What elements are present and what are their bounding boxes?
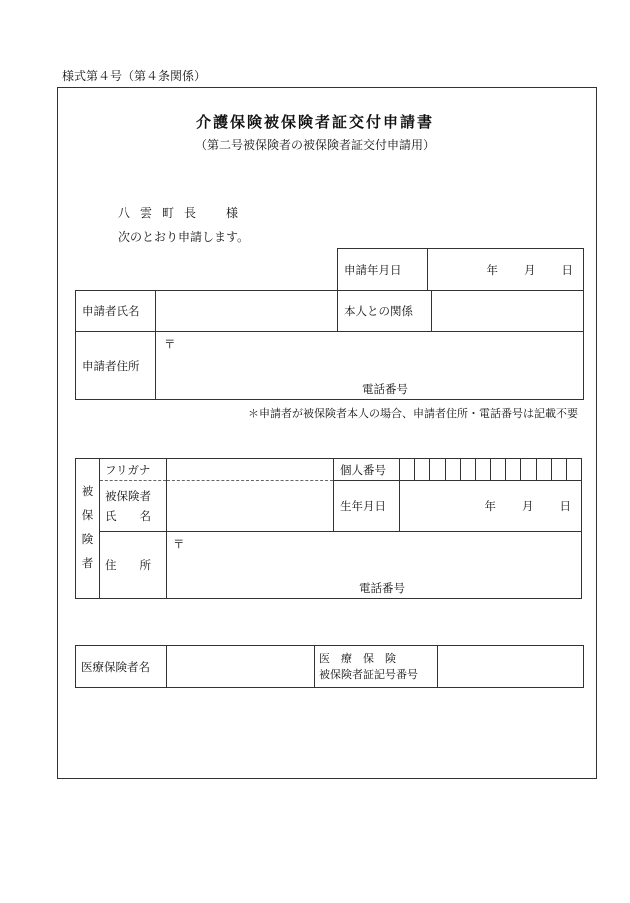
personal-number-digit[interactable] <box>491 459 506 480</box>
form-number: 様式第４号（第４条関係） <box>62 69 207 83</box>
insured-address-label: 住 所 <box>100 532 167 599</box>
personal-number-digit[interactable] <box>506 459 521 480</box>
insured-phone-label: 電話番号 <box>359 581 405 595</box>
insurance-cert-label-line2: 被保険者証記号番号 <box>319 667 418 681</box>
personal-number-digit[interactable] <box>537 459 552 480</box>
postal-mark: 〒 <box>173 537 185 551</box>
form-subtitle: （第二号被保険者の被保険者証交付申請用） <box>194 138 435 152</box>
year-unit: 年 <box>484 499 496 513</box>
personal-number-label: 個人番号 <box>334 459 400 481</box>
personal-number-field[interactable] <box>400 459 582 481</box>
insured-name-label <box>100 481 167 532</box>
personal-number-digit[interactable] <box>415 459 430 480</box>
year-unit: 年 <box>486 262 498 277</box>
insurance-cert-label <box>315 646 438 688</box>
insured-side-label <box>76 459 100 599</box>
applicant-name-field[interactable] <box>156 291 338 332</box>
applicant-address-field[interactable] <box>156 332 584 400</box>
personal-number-digit[interactable] <box>400 459 415 480</box>
insured-side-char: 保 <box>81 508 94 522</box>
insured-name-label-line2: 氏 名 <box>105 509 151 523</box>
personal-number-digit[interactable] <box>461 459 476 480</box>
form-title: 介護保険被保険者証交付申請書 <box>195 113 434 131</box>
personal-number-digit[interactable] <box>567 459 581 480</box>
applicant-phone-label: 電話番号 <box>362 382 408 396</box>
insured-address-field[interactable] <box>167 532 582 599</box>
application-date-label: 申請年月日 <box>338 249 428 291</box>
day-unit: 日 <box>561 262 573 277</box>
insured-side-char: 被 <box>81 484 94 498</box>
addressee-char: 長 <box>184 206 197 220</box>
personal-number-digit[interactable] <box>521 459 536 480</box>
personal-number-digit[interactable] <box>476 459 491 480</box>
relation-label: 本人との関係 <box>338 291 432 332</box>
addressee-char: 様 <box>226 206 239 220</box>
insurance-cert-field[interactable] <box>438 646 584 688</box>
applicant-address-label: 申請者住所 <box>76 332 156 400</box>
insured-name-label-line1: 被保険者 <box>105 489 151 503</box>
applicant-name-label: 申請者氏名 <box>76 291 156 332</box>
medical-insurance-table <box>75 645 584 688</box>
insurance-cert-label-line1: 医 療 保 険 <box>319 651 396 665</box>
relation-field[interactable] <box>432 291 584 332</box>
postal-mark: 〒 <box>164 337 176 351</box>
day-unit: 日 <box>559 499 571 513</box>
personal-number-digit[interactable] <box>430 459 445 480</box>
applicant-note: ＊申請者が被保険者本人の場合、申請者住所・電話番号は記載不要 <box>248 407 578 420</box>
birth-date-label: 生年月日 <box>334 481 400 532</box>
personal-number-digit[interactable] <box>446 459 461 480</box>
month-unit: 月 <box>524 262 536 277</box>
statement: 次のとおり申請します。 <box>118 230 250 244</box>
addressee-char: 町 <box>162 206 175 220</box>
application-date-table <box>337 248 584 291</box>
furigana-field[interactable] <box>167 459 334 481</box>
insured-side-char: 険 <box>81 532 94 546</box>
addressee <box>118 204 238 221</box>
furigana-label: フリガナ <box>100 459 167 481</box>
month-unit: 月 <box>522 499 534 513</box>
birth-date-field[interactable] <box>400 481 582 532</box>
applicant-table <box>75 290 584 400</box>
application-date-field[interactable] <box>428 249 584 291</box>
insurer-name-label: 医療保険者名 <box>76 646 167 688</box>
addressee-char: 雲 <box>140 206 153 220</box>
personal-number-digit[interactable] <box>552 459 567 480</box>
insured-name-field[interactable] <box>167 481 334 532</box>
addressee-char: 八 <box>118 206 131 220</box>
insured-side-char: 者 <box>81 556 94 570</box>
insurer-name-field[interactable] <box>167 646 315 688</box>
insured-table <box>75 458 582 599</box>
